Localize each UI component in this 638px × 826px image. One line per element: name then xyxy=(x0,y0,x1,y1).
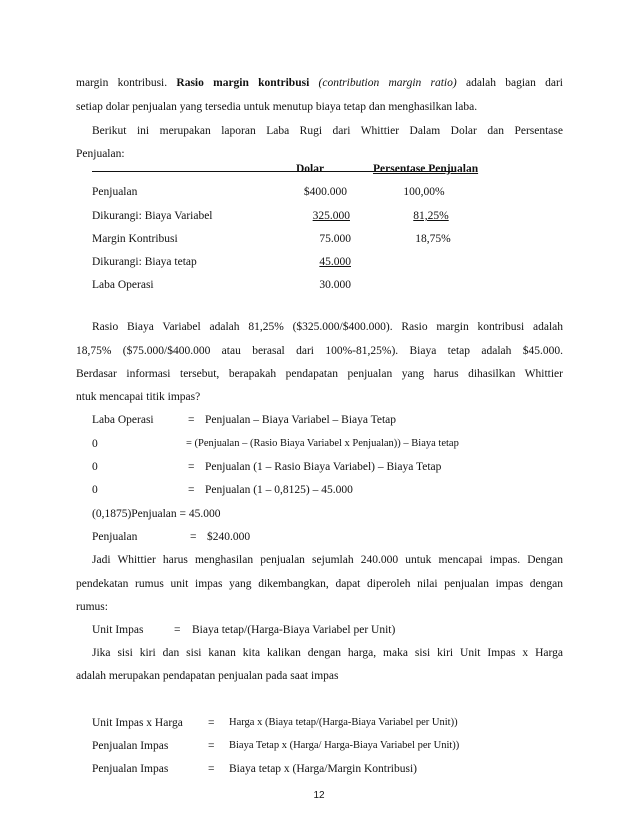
italic-term: (contribution margin ratio) xyxy=(318,77,457,89)
page-number: 12 xyxy=(313,790,325,801)
eq-sign: = xyxy=(188,461,195,473)
bold-term: Rasio margin kontribusi xyxy=(176,77,310,89)
para3-line-3: rumus: xyxy=(76,601,108,613)
para2-line-3: Berdasar informasi tersebut, berapakah pendapatan penjualan yang harus dihasilkan Whittier xyxy=(76,368,563,380)
text-span: adalah bagian dari xyxy=(465,77,564,89)
eq-right: Penjualan (1 – Rasio Biaya Variabel) – Biaya Tetap xyxy=(205,461,442,473)
row-dolar: 75.000 xyxy=(319,233,351,245)
eq-left: 0 xyxy=(92,461,98,473)
eq-left: (0,1875)Penjualan = 45.000 xyxy=(92,508,221,520)
row-dolar: 30.000 xyxy=(319,279,351,291)
eq-sign: = xyxy=(208,740,215,752)
header-persentase: Persentase Penjualan xyxy=(373,163,479,175)
eq-sign: = xyxy=(174,624,181,636)
intro-line-3: Berikut ini merupakan laporan Laba Rugi dari Whittier Dalam Dolar dan Persentase xyxy=(92,125,563,137)
eq-right: Penjualan (1 – 0,8125) – 45.000 xyxy=(205,484,353,496)
intro-line-1 xyxy=(76,76,563,90)
row-label: Margin Kontribusi xyxy=(92,233,178,245)
para3-line-2: pendekatan rumus unit impas yang dikembangkan, dapat diperoleh nilai penjualan impas dengan xyxy=(76,578,563,590)
eq-sign: = xyxy=(190,531,197,543)
row-dolar: 325.000 xyxy=(312,210,350,222)
row-label: Dikurangi: Biaya tetap xyxy=(92,256,197,268)
header-dolar: Dolar xyxy=(296,163,325,175)
eq-right: Biaya tetap x (Harga/Margin Kontribusi) xyxy=(229,763,418,775)
row-dolar: $400.000 xyxy=(303,186,347,198)
row-label: Dikurangi: Biaya Variabel xyxy=(92,210,213,222)
row-label: Laba Operasi xyxy=(92,279,154,291)
eq-sign: = xyxy=(208,763,215,775)
eq-left: 0 xyxy=(92,438,98,450)
eq-left: Unit Impas xyxy=(92,624,144,636)
para2-line-4: ntuk mencapai titik impas? xyxy=(76,391,201,403)
eq-left: Laba Operasi xyxy=(92,414,154,426)
row-label: Penjualan xyxy=(92,186,138,198)
eq-sign: = xyxy=(188,414,195,426)
eq-right: Harga x (Biaya tetap/(Harga-Biaya Variabel per Unit)) xyxy=(229,717,458,728)
intro-line-4: Penjualan: xyxy=(76,148,125,160)
para4-line-2: adalah merupakan pendapatan penjualan pada saat impas xyxy=(76,670,339,682)
row-dolar: 45.000 xyxy=(319,256,351,268)
eq-left: Penjualan xyxy=(92,531,138,543)
para3-line-1: Jadi Whittier harus menghasilan penjualan sejumlah 240.000 untuk mencapai impas. Dengan xyxy=(92,554,563,566)
text-span: margin kontribusi. xyxy=(76,77,168,89)
para2-line-2: 18,75% ($75.000/$400.000 atau berasal dari 100%-81,25%). Biaya tetap adalah $45.000. xyxy=(76,345,563,357)
eq-right: Biaya Tetap x (Harga/ Harga-Biaya Variabel per Unit)) xyxy=(229,740,460,751)
para2-line-1: Rasio Biaya Variabel adalah 81,25% ($325.000/$400.000). Rasio margin kontribusi adalah xyxy=(92,321,563,333)
eq-right: = (Penjualan – (Rasio Biaya Variabel x Penjualan)) – Biaya tetap xyxy=(186,438,459,449)
eq-sign: = xyxy=(188,484,195,496)
intro-line-2: setiap dolar penjualan yang tersedia untuk menutup biaya tetap dan menghasilkan laba. xyxy=(76,101,478,113)
eq-left: Penjualan Impas xyxy=(92,740,169,752)
para4-line-1: Jika sisi kiri dan sisi kanan kita kalikan dengan harga, maka sisi kiri Unit Impas x Harga xyxy=(92,647,563,659)
eq-right: $240.000 xyxy=(207,531,251,543)
row-persen: 81,25% xyxy=(413,210,449,222)
eq-left: 0 xyxy=(92,484,98,496)
eq-sign: = xyxy=(208,717,215,729)
eq-right: Biaya tetap/(Harga-Biaya Variabel per Unit) xyxy=(192,624,396,636)
eq-left: Unit Impas x Harga xyxy=(92,717,183,729)
row-persen: 100,00% xyxy=(403,186,445,198)
eq-left: Penjualan Impas xyxy=(92,763,169,775)
row-persen: 18,75% xyxy=(415,233,451,245)
eq-right: Penjualan – Biaya Variabel – Biaya Tetap xyxy=(205,414,397,426)
